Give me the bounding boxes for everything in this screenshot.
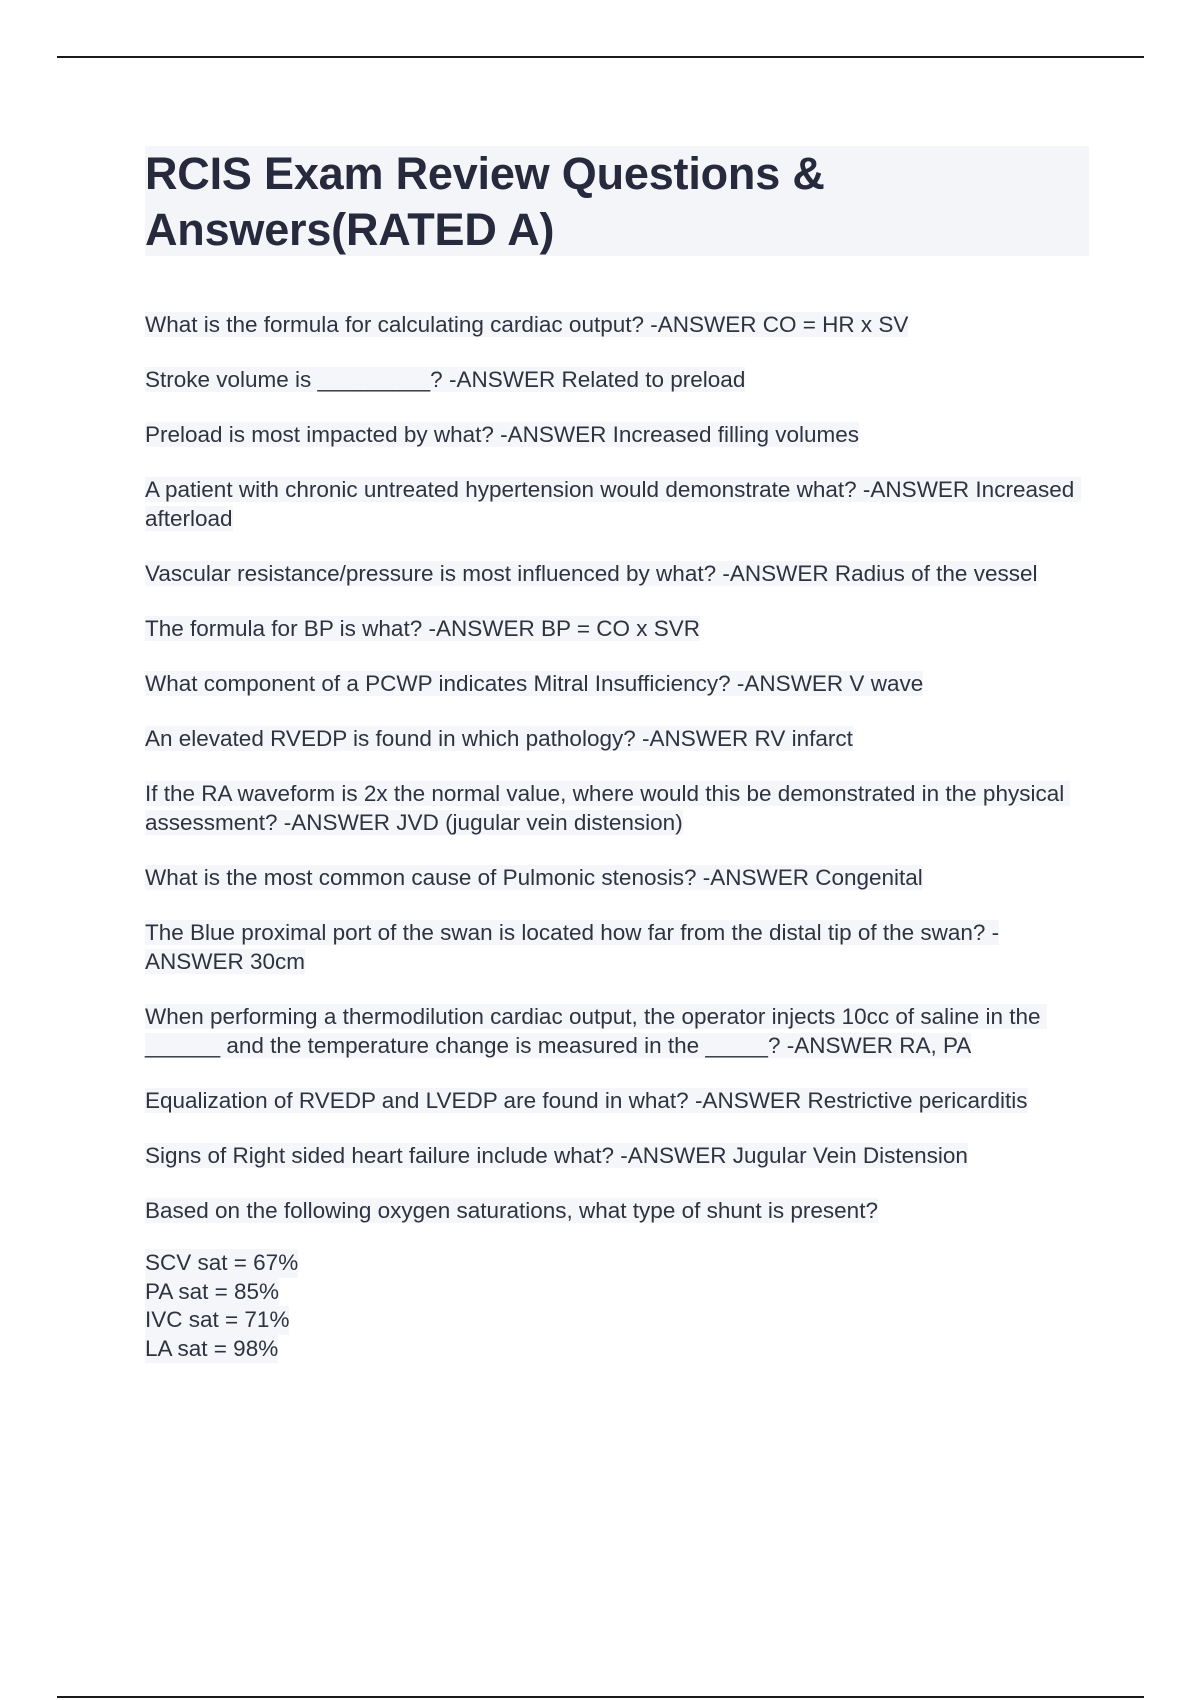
saturation-list	[145, 1249, 1085, 1363]
qa-item-12	[145, 1002, 1085, 1060]
qa-text: Preload is most impacted by what? -ANSWER Increased filling volumes	[145, 422, 860, 447]
qa-item-13	[145, 1086, 1085, 1115]
qa-text: Equalization of RVEDP and LVEDP are found in what? -ANSWER Restrictive pericarditis	[145, 1088, 1028, 1113]
qa-item-6	[145, 614, 1085, 643]
qa-text: A patient with chronic untreated hypertension would demonstrate what? -ANSWER Increased afterload	[145, 477, 1081, 531]
qa-text: When performing a thermodilution cardiac output, the operator injects 10cc of saline in the ______ and the temperature change is measured in the _____? -ANSWER RA, PA	[145, 1004, 1047, 1058]
qa-item-7	[145, 669, 1085, 698]
saturation-item: LA sat = 98%	[145, 1335, 278, 1364]
qa-list	[145, 310, 1085, 1363]
title-block	[145, 146, 1089, 256]
qa-text: What is the most common cause of Pulmonic stenosis? -ANSWER Congenital	[145, 865, 923, 890]
qa-text: What component of a PCWP indicates Mitral Insufficiency? -ANSWER V wave	[145, 671, 924, 696]
qa-item-14	[145, 1141, 1085, 1170]
qa-text: An elevated RVEDP is found in which pathology? -ANSWER RV infarct	[145, 726, 853, 751]
document-title: RCIS Exam Review Questions & Answers(RATED A)	[145, 148, 825, 255]
qa-item-11	[145, 918, 1085, 976]
qa-item-4	[145, 475, 1085, 533]
qa-item-10	[145, 863, 1085, 892]
qa-item-1	[145, 310, 1085, 339]
qa-text: If the RA waveform is 2x the normal value, where would this be demonstrated in the physical assessment? -ANSWER JVD (jugular vein distension)	[145, 781, 1071, 835]
qa-item-15	[145, 1196, 1085, 1225]
qa-text: The Blue proximal port of the swan is located how far from the distal tip of the swan? -ANSWER 30cm	[145, 920, 1000, 974]
header-rule	[57, 56, 1144, 58]
saturation-item: IVC sat = 71%	[145, 1306, 289, 1335]
qa-item-2	[145, 365, 1085, 394]
qa-item-5	[145, 559, 1085, 588]
footer-rule	[57, 1696, 1144, 1698]
saturation-item: PA sat = 85%	[145, 1278, 279, 1307]
qa-text: Signs of Right sided heart failure include what? -ANSWER Jugular Vein Distension	[145, 1143, 968, 1168]
qa-text: Vascular resistance/pressure is most influenced by what? -ANSWER Radius of the vessel	[145, 561, 1038, 586]
qa-text: What is the formula for calculating cardiac output? -ANSWER CO = HR x SV	[145, 312, 909, 337]
qa-item-8	[145, 724, 1085, 753]
qa-text: The formula for BP is what? -ANSWER BP = CO x SVR	[145, 616, 700, 641]
saturation-item: SCV sat = 67%	[145, 1249, 298, 1278]
qa-item-9	[145, 779, 1085, 837]
qa-text: Based on the following oxygen saturations, what type of shunt is present?	[145, 1198, 878, 1223]
qa-item-3	[145, 420, 1085, 449]
qa-text: Stroke volume is _________? -ANSWER Related to preload	[145, 367, 746, 392]
